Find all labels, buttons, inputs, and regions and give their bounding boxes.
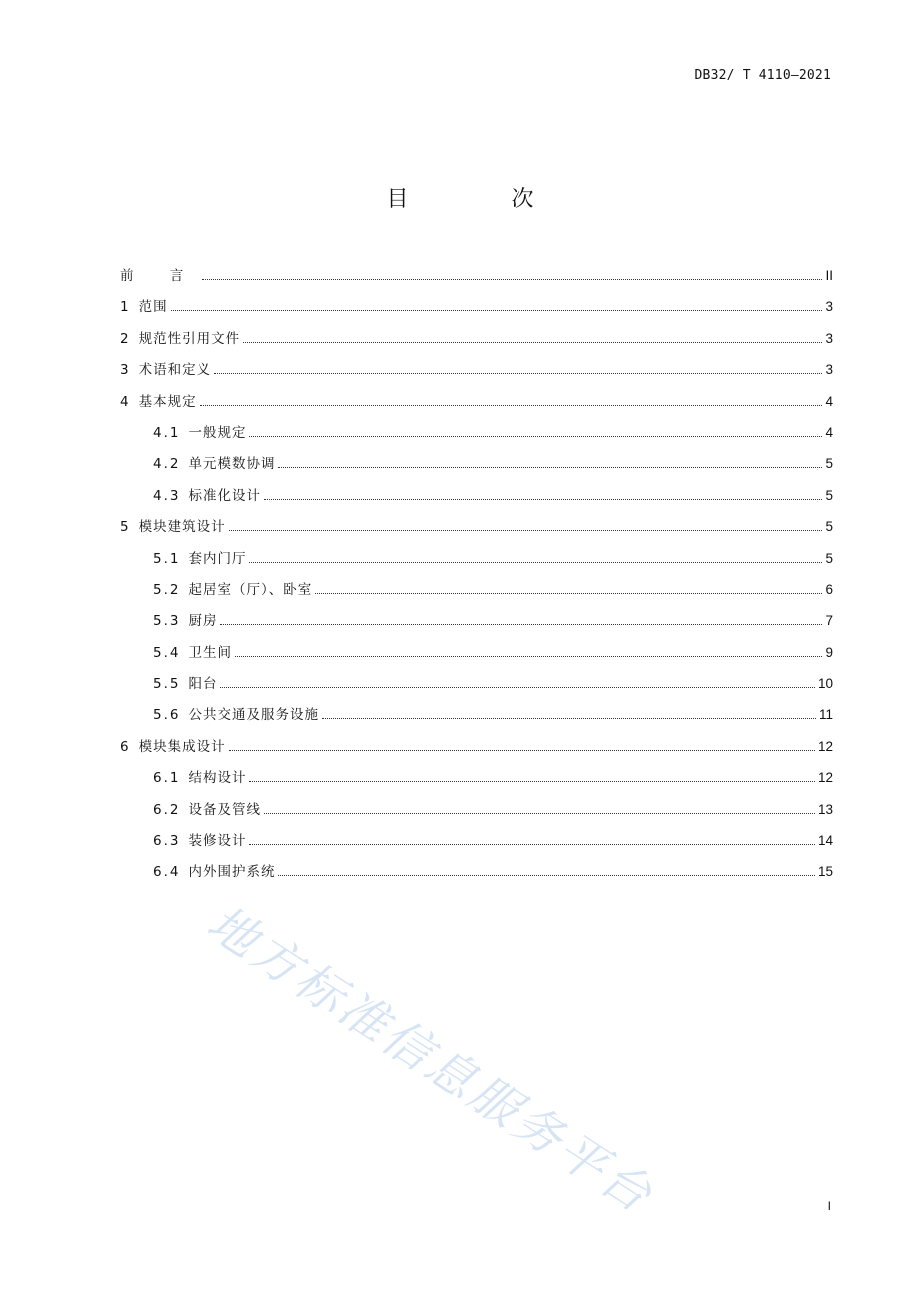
toc-entry-label: 一般规定 (188, 424, 247, 441)
toc-entry[interactable] (120, 484, 833, 515)
toc-entry-page: 5 (825, 519, 833, 535)
toc-entry-label: 术语和定义 (138, 362, 212, 379)
toc-leader-dots (243, 341, 822, 343)
toc-entry[interactable] (120, 766, 833, 797)
toc-leader-dots (200, 404, 822, 406)
toc-entry-page: 3 (825, 362, 833, 378)
toc-entry[interactable] (120, 264, 833, 295)
toc-entry-number: 4.1 (153, 424, 181, 441)
toc-entry-label: 标准化设计 (188, 487, 261, 504)
toc-entry-number: 6.3 (153, 833, 181, 850)
table-of-contents (120, 264, 833, 892)
toc-leader-dots (235, 655, 822, 657)
page-number: I (827, 1199, 831, 1213)
toc-entry-label: 起居室（厅）、卧室 (188, 581, 313, 598)
toc-entry-page: 10 (817, 676, 833, 692)
toc-entry-page: 5 (825, 456, 833, 472)
toc-entry-label: 设备及管线 (188, 801, 261, 818)
toc-entry[interactable] (120, 452, 833, 483)
toc-entry-label: 规范性引用文件 (138, 330, 241, 347)
toc-entry[interactable] (120, 390, 833, 421)
toc-entry-number: 5.1 (153, 550, 181, 567)
toc-entry-page: 14 (817, 833, 833, 849)
toc-entry[interactable] (120, 515, 833, 546)
toc-entry[interactable] (120, 547, 833, 578)
toc-entry[interactable] (120, 327, 833, 358)
toc-leader-dots (278, 466, 822, 468)
toc-leader-dots (171, 309, 822, 311)
toc-leader-dots (249, 780, 814, 782)
toc-entry-page: 11 (818, 707, 833, 723)
toc-entry-number: 6.2 (153, 801, 181, 818)
toc-entry-page: 7 (825, 613, 833, 629)
toc-entry-label: 模块集成设计 (138, 738, 226, 755)
toc-leader-dots (229, 529, 822, 531)
toc-entry-number: 5.3 (153, 613, 181, 630)
toc-entry-page: 13 (817, 801, 833, 817)
toc-entry[interactable] (120, 578, 833, 609)
toc-entry[interactable] (120, 358, 833, 389)
toc-entry-label: 厨房 (188, 613, 218, 630)
toc-leader-dots (315, 592, 822, 594)
toc-entry-number: 5.5 (153, 676, 181, 693)
toc-entry[interactable] (120, 641, 833, 672)
toc-entry-page: 12 (817, 738, 833, 754)
toc-entry[interactable] (120, 295, 833, 326)
toc-entry-number: 6.1 (153, 770, 181, 787)
toc-entry-number: 6.4 (153, 864, 181, 881)
toc-entry-number: 1 (120, 299, 131, 316)
toc-entry-page: 3 (825, 299, 833, 315)
toc-leader-dots (322, 717, 816, 719)
toc-entry[interactable] (120, 829, 833, 860)
toc-title: 目 次 (386, 187, 582, 212)
toc-entry-number: 5.2 (153, 581, 181, 598)
toc-entry[interactable] (120, 672, 833, 703)
toc-entry-number: 4.3 (153, 487, 181, 504)
toc-leader-dots (249, 561, 822, 563)
toc-leader-dots (220, 686, 814, 688)
document-code: DB32/ T 4110—2021 (694, 68, 831, 83)
toc-entry-number: 5.6 (153, 707, 181, 724)
toc-entry-page: 15 (817, 864, 833, 880)
toc-leader-dots (264, 812, 815, 814)
toc-entry-label: 装修设计 (188, 833, 247, 850)
toc-entry-page: 3 (825, 330, 833, 346)
toc-entry[interactable] (120, 860, 833, 891)
toc-entry-number: 5 (120, 519, 131, 536)
toc-entry-number: 6 (120, 738, 131, 755)
toc-leader-dots (202, 278, 822, 280)
toc-leader-dots (278, 874, 814, 876)
toc-leader-dots (264, 498, 822, 500)
toc-entry-page: 5 (825, 550, 833, 566)
toc-entry-page: 12 (817, 770, 833, 786)
toc-entry-number: 3 (120, 362, 131, 379)
toc-entry[interactable] (120, 735, 833, 766)
toc-entry-label: 套内门厅 (188, 550, 247, 567)
toc-entry[interactable] (120, 703, 833, 734)
toc-entry-number: 5.4 (153, 644, 181, 661)
toc-entry[interactable] (120, 798, 833, 829)
toc-leader-dots (220, 623, 822, 625)
watermark: 地方标准信息服务平台 (197, 894, 664, 1225)
toc-entry-page: 5 (825, 487, 833, 503)
toc-entry-label: 单元模数协调 (188, 456, 276, 473)
toc-entry-label: 范围 (138, 299, 168, 316)
toc-entry-label: 阳台 (188, 676, 218, 693)
toc-entry-label: 公共交通及服务设施 (188, 707, 319, 724)
toc-leader-dots (249, 435, 822, 437)
toc-entry-page: 9 (825, 644, 833, 660)
toc-entry-label: 内外围护系统 (188, 864, 276, 881)
toc-entry-number: 4 (120, 393, 131, 410)
toc-entry-label: 基本规定 (138, 393, 197, 410)
toc-entry-number: 4.2 (153, 456, 181, 473)
toc-entry-label: 卫生间 (188, 644, 232, 661)
toc-entry-page: 6 (825, 581, 833, 597)
toc-leader-dots (229, 749, 815, 751)
toc-entry-label: 前 言 (120, 268, 200, 284)
toc-leader-dots (249, 843, 814, 845)
toc-entry-page: 4 (825, 393, 833, 409)
toc-leader-dots (214, 372, 822, 374)
toc-entry-page: 4 (825, 424, 833, 440)
toc-entry-label: 结构设计 (188, 770, 247, 787)
toc-entry[interactable] (120, 609, 833, 640)
toc-entry[interactable] (120, 421, 833, 452)
toc-entry-label: 模块建筑设计 (138, 519, 226, 536)
toc-entry-page: II (825, 268, 833, 283)
toc-entry-number: 2 (120, 330, 131, 347)
